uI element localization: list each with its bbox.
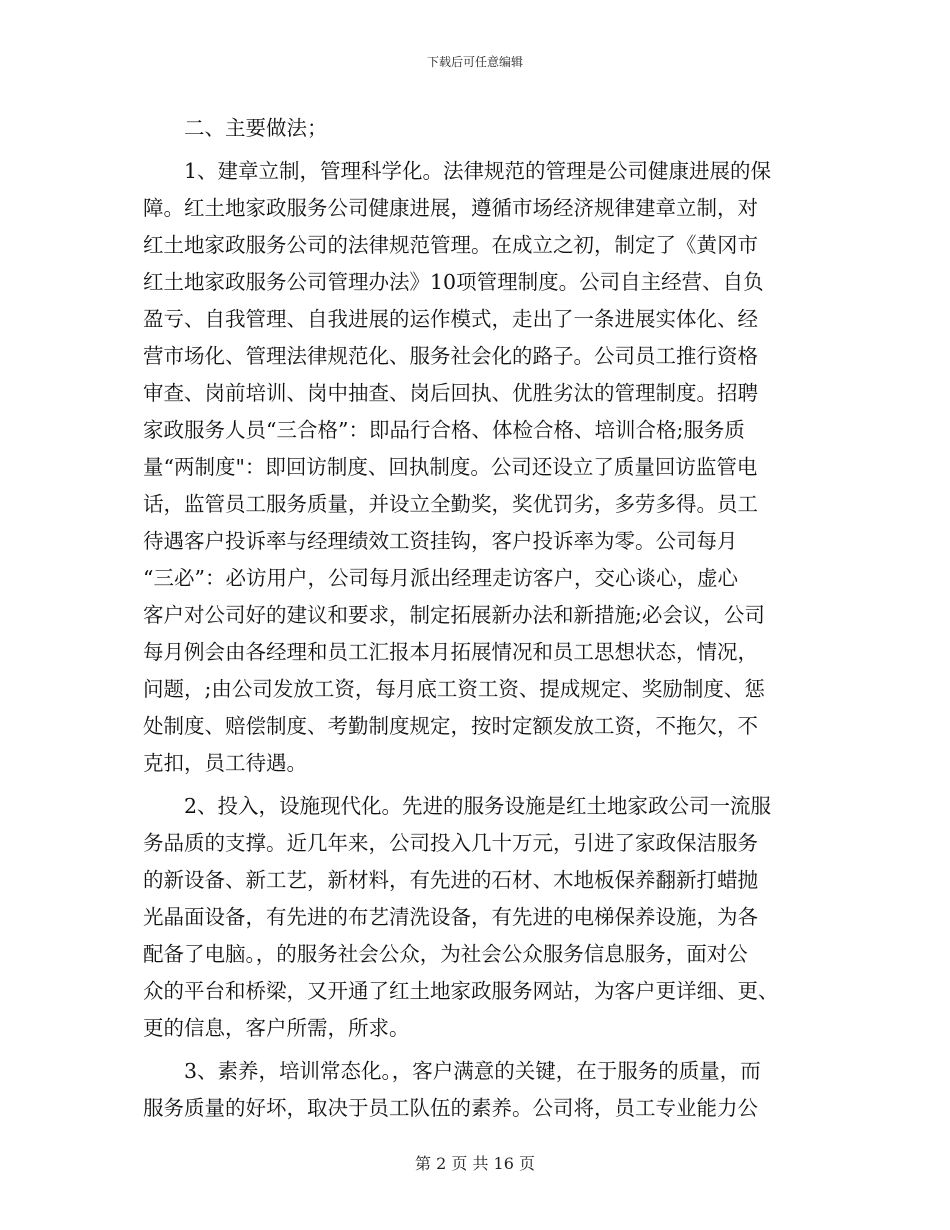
paragraph-1-line: 1、建章立制，管理科学化。法律规范的管理是公司健康进展的保: [143, 159, 772, 183]
paragraph-2-line: 的新设备、新工艺，新材料，有先进的石材、木地板保养翻新打蜡抛: [143, 868, 758, 892]
paragraph-1-line: 审查、岗前培训、岗中抽查、岗后回执、优胜劣汰的管理制度。招聘: [143, 381, 758, 405]
paragraph-1-line: 问题，;由公司发放工资，每月底工资工资、提成规定、奖励制度、惩: [143, 677, 765, 701]
paragraph-1-line: “三必”：必访用户，公司每月派出经理走访客户，交心谈心，虚心: [143, 566, 738, 590]
paragraph-1-line: 克扣，员工待遇。: [143, 751, 307, 775]
heading-main-practices: 二、主要做法；: [143, 116, 328, 140]
paragraph-1-line: 每月例会由各经理和员工汇报本月拓展情况和员工思想状态，情况，: [143, 640, 758, 664]
paragraph-2-line: 配备了电脑。，的服务社会公众，为社会公众服务信息服务，面对公: [143, 942, 748, 966]
paragraph-2-line: 光晶面设备，有先进的布艺清洗设备，有先进的电梯保养设施，为各: [143, 905, 758, 929]
paragraph-1-line: 客户对公司好的建议和要求，制定拓展新办法和新措施;必会议，公司: [143, 603, 765, 627]
paragraph-1-line: 红土地家政服务公司的法律规范管理。在成立之初，制定了《黄冈市: [143, 233, 758, 257]
paragraph-1-line: 红土地家政服务公司管理办法》10项管理制度。公司自主经营、自负: [143, 270, 764, 294]
paragraph-2-line: 更的信息，客户所需，所求。: [143, 1016, 410, 1040]
paragraph-3-line: 服务质量的好坏，取决于员工队伍的素养。公司将，员工专业能力公: [143, 1096, 758, 1120]
paragraph-1-line: 家政服务人员“三合格”：即品行合格、体检合格、培训合格;服务质: [143, 418, 745, 442]
paragraph-2-line: 众的平台和桥梁，又开通了红土地家政服务网站，为客户更详细、更、: [143, 979, 779, 1003]
paragraph-3-line: 3、素养，培训常态化。，客户满意的关键，在于服务的质量，而: [143, 1059, 761, 1083]
page-header: 下载后可任意编辑: [426, 55, 523, 69]
paragraph-1-line: 话，监管员工服务质量，并设立全勤奖，奖优罚劣，多劳多得。员工: [143, 492, 758, 516]
paragraph-1-line: 量“两制度"：即回访制度、回执制度。公司还设立了质量回访监管电: [143, 455, 758, 479]
document-body: [143, 110, 803, 1127]
paragraph-1-line: 盈亏、自我管理、自我进展的运作模式，走出了一条进展实体化、经: [143, 307, 758, 331]
paragraph-1-line: 处制度、赔偿制度、考勤制度规定，按时定额发放工资，不拖欠，不: [143, 714, 758, 738]
paragraph-2-line: 务品质的支撑。近几年来，公司投入几十万元，引进了家政保洁服务: [143, 831, 758, 855]
paragraph-1-line: 营市场化、管理法律规范化、服务社会化的路子。公司员工推行资格: [143, 344, 758, 368]
paragraph-1-line: 障。红土地家政服务公司健康进展，遵循市场经济规律建章立制，对: [143, 196, 758, 220]
paragraph-1-line: 待遇客户投诉率与经理绩效工资挂钩，客户投诉率为零。公司每月: [143, 529, 738, 553]
paragraph-2-line: 2、投入，设施现代化。先进的服务设施是红土地家政公司一流服: [143, 794, 772, 818]
page-number-footer: 第 2 页 共 16 页: [415, 1154, 535, 1173]
